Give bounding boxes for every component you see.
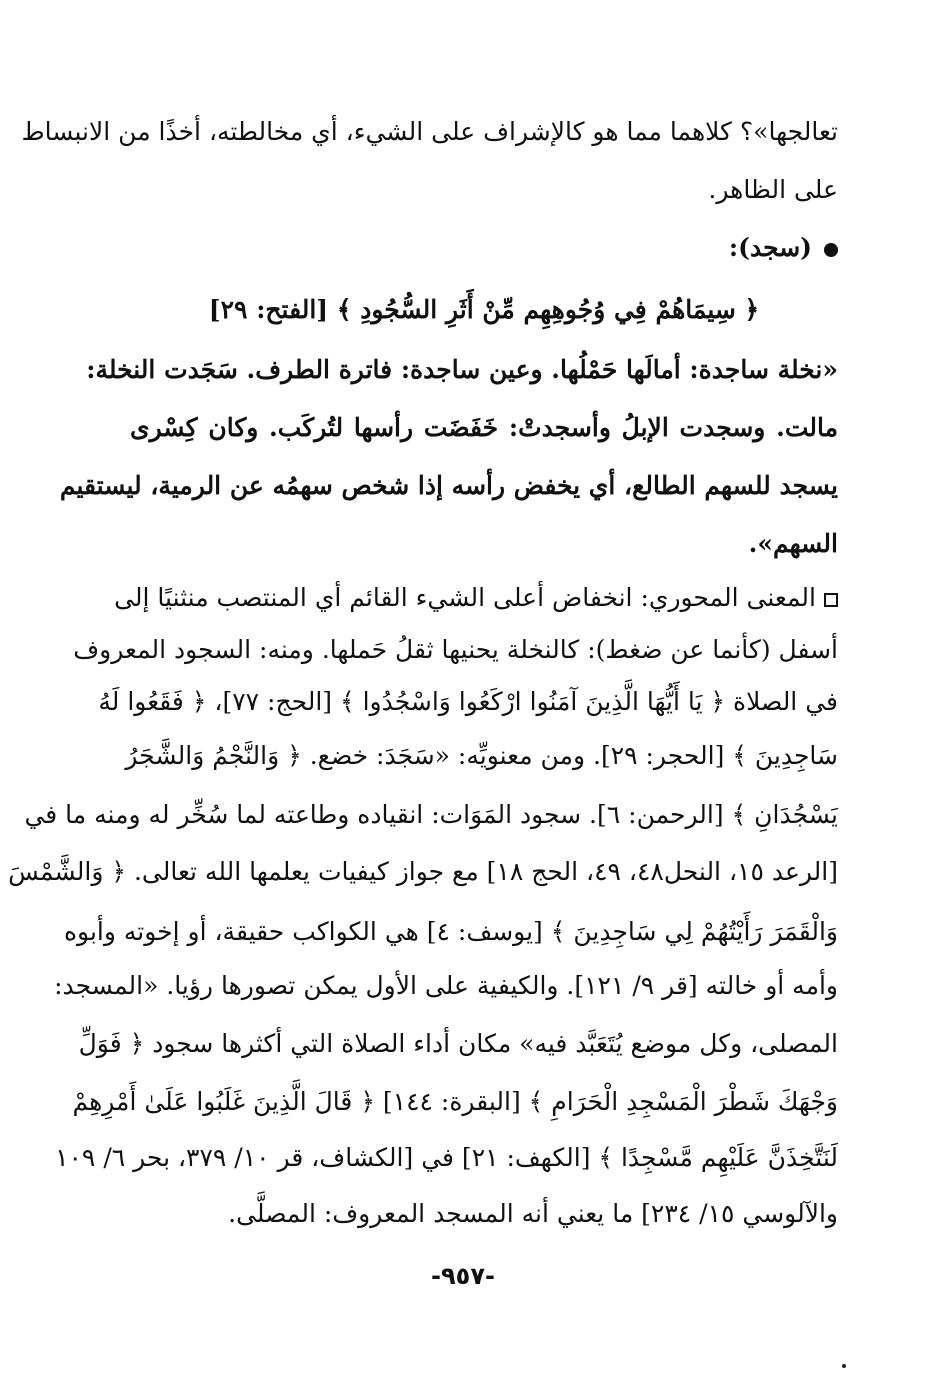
text-line-18: وَجْهَكَ شَطْرَ الْمَسْجِدِ الْحَرَامِ ﴾ [البقرة: ١٤٤] ﴿ قَالَ الَّذِينَ غَلَبُوا عَلَىٰ أَمْرِهِمْ [72, 1087, 838, 1116]
text-line-14: [الرعد ١٥، النحل٤٨، ٤٩، الحج ١٨] مع جواز كيفيات يعلمها الله تعالى. ﴿ وَالشَّمْسَ [8, 857, 838, 886]
meaning-line [114, 578, 838, 618]
square-outline-icon [824, 593, 838, 607]
text-line-1: تعالجها»؟ كلاهما مما هو كالإشراف على الشيء، أي مخالطته، أخذًا من الانبساط [21, 117, 838, 146]
text-line-12: سَاجِدِينَ ﴾ [الحجر: ٢٩]. ومن معنويِّه: «سَجَدَ: خضع. ﴿ وَالنَّجْمُ وَالشَّجَرُ [125, 741, 838, 770]
text-line-16: وأمه أو خالته [قر ٩/ ١٢١]. والكيفية على الأول يمكن تصورها رؤيا. «المسجد: [54, 971, 838, 1000]
text-line-2: على الظاهر. [708, 175, 838, 204]
text-line-7: يسجد للسهم الطالع، أي يخفض رأسه إذا شخص سهمُه عن الرمية، ليستقيم [59, 471, 838, 500]
text-line-10: أسفل (كأنما عن ضغط): كالنخلة يحنيها ثقلُ حَملها. ومنه: السجود المعروف [73, 635, 838, 664]
text-line-15: وَالْقَمَرَ رَأَيْتُهُمْ لِي سَاجِدِينَ ﴾ [يوسف: ٤] هي الكواكب حقيقة، أو إخوته وأبوه [63, 917, 838, 946]
text-line-17: المصلى، وكل موضع يُتَعَبَّد فيه» مكان أداء الصلاة التي أكثرها سجود ﴿ فَوَلِّ [78, 1029, 838, 1058]
text-line-11: في الصلاة ﴿ يَا أَيُّهَا الَّذِينَ آمَنُوا ارْكَعُوا وَاسْجُدُوا ﴾ [الحج: ٧٧]، ﴿ فَقَعُوا لَهُ [98, 687, 838, 716]
meaning-line-text: المعنى المحوري: انخفاض أعلى الشيء القائم أي المنتصب منثنيًا إلى [114, 583, 816, 612]
text-line-20: والآلوسي ١٥/ ٢٣٤] ما يعني أنه المسجد المعروف: المصلَّى. [228, 1199, 838, 1228]
text-line-8: السهم». [748, 529, 838, 558]
quran-verse-line: ﴿ سِيمَاهُمْ فِي وُجُوهِهِم مِّنْ أَثَرِ السُّجُودِ ﴾ [الفتح: ٢٩] [208, 295, 760, 324]
text-line-6: مالت. وسجدت الإبلُ وأسجدتْ: خَفَضَت رأسها لتُركَب. وكان كِسْرى [130, 413, 838, 442]
text-line-13: يَسْجُدَانِ ﴾ [الرحمن: ٦]. سجود المَوَات: انقياده وطاعته لما سُخِّر له ومنه ما في [24, 800, 838, 829]
text-line-19: لَنَتَّخِذَنَّ عَلَيْهِم مَّسْجِدًا ﴾ [الكهف: ٢١] في [الكشاف، قر ١٠/ ٣٧٩، بحر ٦/ ١٠٩ [55, 1143, 838, 1172]
section-heading-label: (سجد): [728, 233, 812, 262]
filled-circle-icon [824, 243, 838, 257]
scan-dot [842, 1364, 846, 1368]
text-line-5: «نخلة ساجدة: أمالَها حَمْلُها. وعين ساجدة: فاترة الطرف. سَجَدت النخلة: [86, 355, 838, 384]
section-heading [729, 228, 838, 268]
page-number: -٩٥٧- [431, 1262, 495, 1290]
